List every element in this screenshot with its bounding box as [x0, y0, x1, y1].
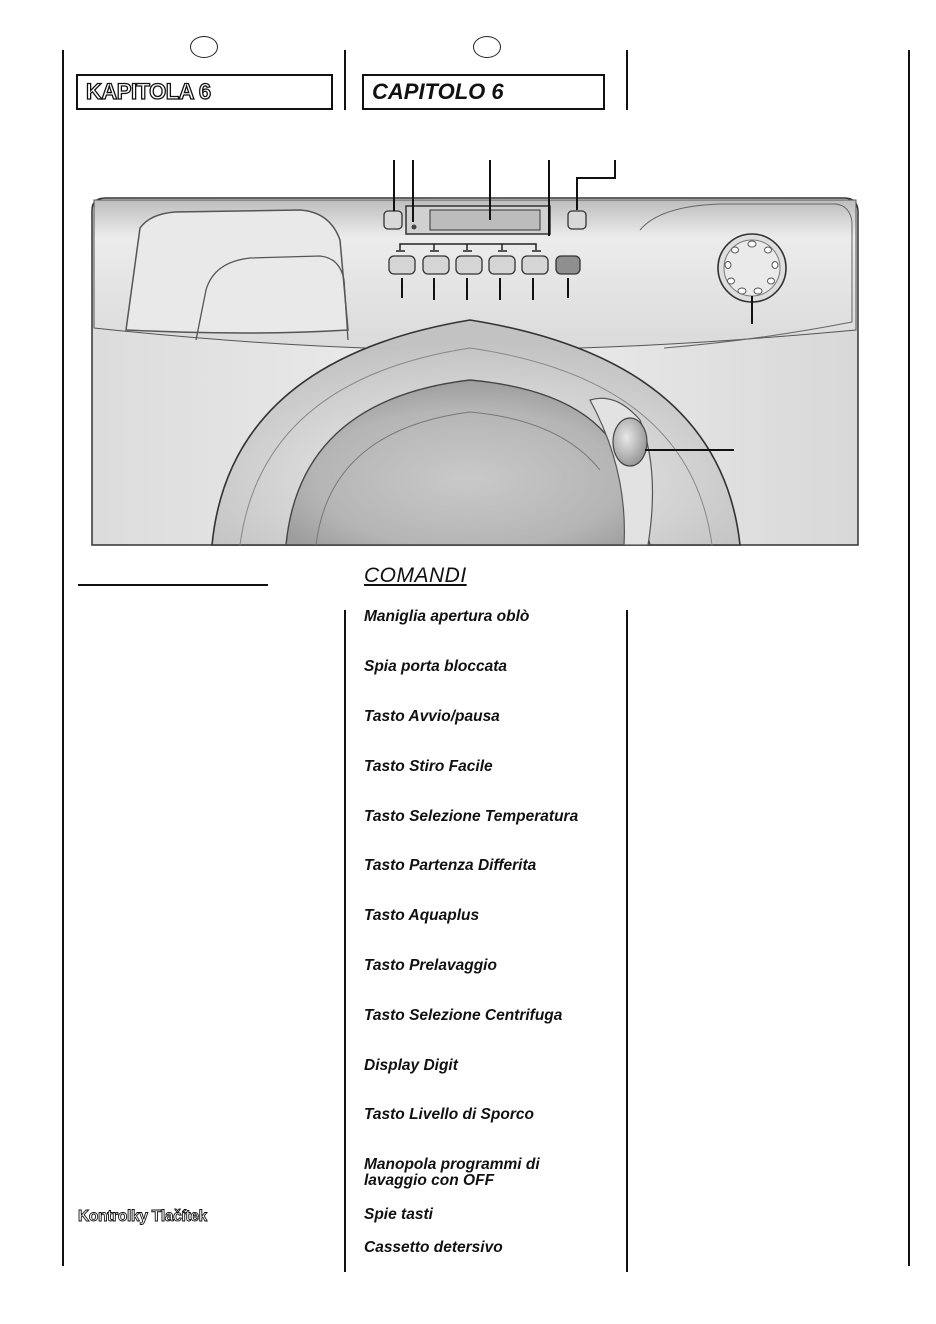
- section-heading-it: COMANDI: [364, 564, 467, 587]
- door-lock-lamp: [412, 225, 417, 230]
- door-handle: [613, 418, 647, 466]
- dirt-level-button-shape: [568, 211, 586, 229]
- cz-list-item-button-lamps: Kontrolky Tlačítek: [78, 1208, 207, 1225]
- list-item: Display Digit: [364, 1057, 458, 1074]
- washing-machine-illustration: [0, 150, 936, 550]
- list-item: Manopola programmi di lavaggio con OFF: [364, 1156, 540, 1189]
- column-divider-middle-lower: [344, 610, 346, 1272]
- list-item: Tasto Stiro Facile: [364, 758, 493, 775]
- list-item: Tasto Selezione Temperatura: [364, 808, 579, 825]
- column-divider-middle: [344, 50, 346, 110]
- start-pause-button-shape: [384, 211, 402, 229]
- list-item: Tasto Avvio/pausa: [364, 708, 500, 725]
- column-divider-right-lower: [626, 610, 628, 1272]
- list-item: Spie tasti: [364, 1206, 433, 1223]
- list-item: Tasto Prelavaggio: [364, 957, 497, 974]
- digit-display: [430, 210, 540, 230]
- chapter-title-it: CAPITOLO 6: [362, 74, 605, 110]
- list-item: Cassetto detersivo: [364, 1239, 503, 1256]
- language-badge-it: [473, 36, 501, 58]
- list-item: Tasto Selezione Centrifuga: [364, 1007, 563, 1024]
- list-item: Tasto Partenza Differita: [364, 857, 537, 874]
- list-item: Maniglia apertura oblò: [364, 608, 530, 625]
- language-badge-cz: [190, 36, 218, 58]
- column-divider-right: [626, 50, 628, 110]
- cz-section-heading-rule: [78, 584, 268, 586]
- chapter-title-cz: KAPITOLA 6: [76, 74, 333, 110]
- list-item: Tasto Aquaplus: [364, 907, 480, 924]
- list-item: Tasto Livello di Sporco: [364, 1106, 534, 1123]
- list-item: Spia porta bloccata: [364, 658, 507, 675]
- detergent-drawer: [126, 210, 348, 333]
